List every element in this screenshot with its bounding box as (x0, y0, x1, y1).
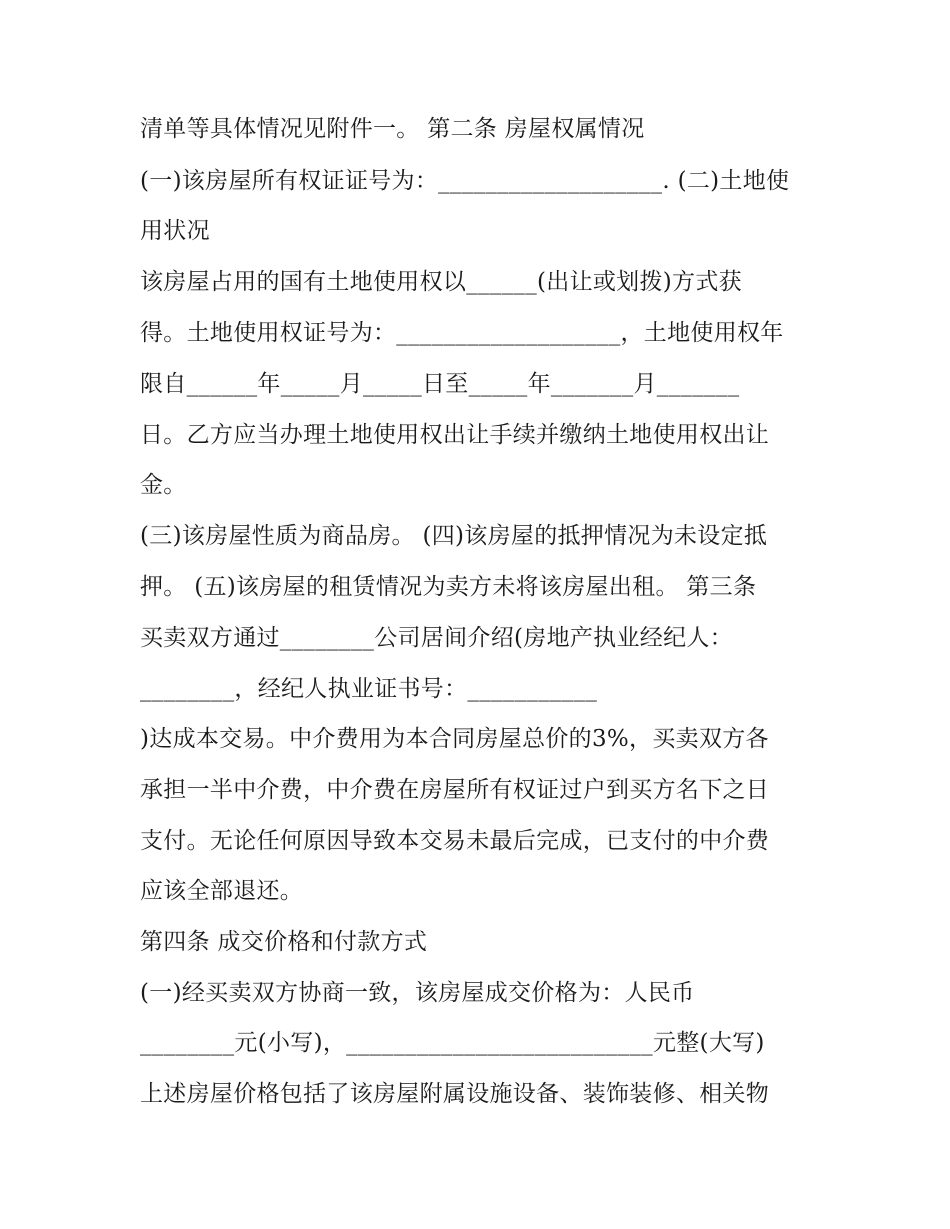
text-line-13: )达成本交易。中介费用为本合同房屋总价的3%，买卖双方各 (140, 726, 769, 752)
text-line-3: 用状况 (140, 218, 210, 244)
text-line-1: 清单等具体情况见附件一。 第二条 房屋权属情况 (140, 116, 645, 142)
text-line-15: 支付。无论任何原因导致本交易未最后完成，已支付的中介费 (140, 828, 770, 854)
text-line-14: 承担一半中介费，中介费在房屋所有权证过户到买方名下之日 (140, 777, 770, 803)
text-line-8: 金。 (140, 472, 187, 498)
section-heading-article-4: 第四条 成交价格和付款方式 (140, 929, 428, 955)
text-line-9: (三)该房屋性质为商品房。 (四)该房屋的抵押情况为未设定抵 (140, 523, 768, 549)
text-line-6: 限自______年_____月_____日至_____年_______月_______ (140, 371, 740, 397)
text-line-12: ________，经纪人执业证书号：___________ (140, 676, 598, 702)
text-line-18: (一)经买卖双方协商一致，该房屋成交价格为：人民币 (140, 980, 695, 1006)
text-line-20: 上述房屋价格包括了该房屋附属设施设备、装饰装修、相关物 (140, 1081, 770, 1107)
text-line-16: 应该全部退还。 (140, 878, 304, 904)
text-line-4: 该房屋占用的国有土地使用权以______(出让或划拨)方式获 (140, 269, 742, 295)
text-line-5: 得。土地使用权证号为：___________________，土地使用权年 (140, 320, 784, 346)
text-line-19: ________元(小写)，__________________________元整(大写) (140, 1030, 765, 1056)
text-line-10: 押。 (五)该房屋的租赁情况为卖方未将该房屋出租。 第三条 (140, 574, 757, 600)
text-line-7: 日。乙方应当办理土地使用权出让手续并缴纳土地使用权出让 (140, 422, 770, 448)
text-line-11: 买卖双方通过________公司居间介绍(房地产执业经纪人： (140, 625, 733, 651)
text-line-2: (一)该房屋所有权证证号为：___________________. (二)土地使 (140, 168, 790, 194)
